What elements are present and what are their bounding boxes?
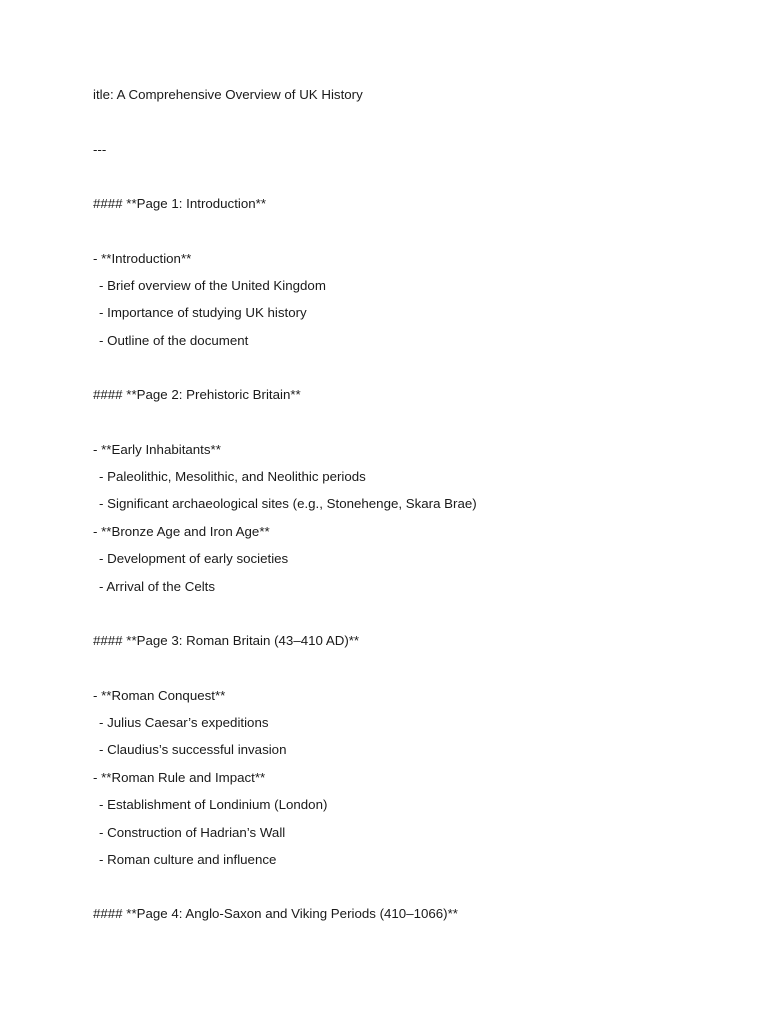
list-item: - Outline of the document — [99, 332, 249, 348]
list-item: - Importance of studying UK history — [99, 305, 307, 321]
separator: --- — [93, 141, 107, 157]
section-heading-page-4: #### **Page 4: Anglo-Saxon and Viking Periods (410–1066)** — [93, 906, 458, 922]
list-item: - **Early Inhabitants** — [93, 441, 221, 457]
list-item: - Arrival of the Celts — [99, 578, 216, 594]
section-heading-page-2: #### **Page 2: Prehistoric Britain** — [93, 387, 301, 403]
list-item: - Paleolithic, Mesolithic, and Neolithic periods — [99, 469, 366, 485]
list-item: - Roman culture and influence — [99, 851, 277, 867]
section-heading-page-3: #### **Page 3: Roman Britain (43–410 AD)** — [93, 633, 360, 649]
list-item: - Julius Caesar’s expeditions — [99, 715, 269, 731]
list-item: - **Introduction** — [93, 250, 192, 266]
list-item: - **Roman Rule and Impact** — [93, 769, 266, 785]
document-title: itle: A Comprehensive Overview of UK History — [93, 87, 363, 102]
section-heading-page-1: #### **Page 1: Introduction** — [93, 196, 266, 211]
list-item: - Significant archaeological sites (e.g., Stonehenge, Skara Brae) — [99, 496, 477, 512]
list-item: - Brief overview of the United Kingdom — [99, 277, 326, 293]
list-item: - **Roman Conquest** — [93, 687, 226, 703]
list-item: - Establishment of Londinium (London) — [99, 797, 328, 813]
document-page — [93, 86, 713, 923]
list-item: - Construction of Hadrian’s Wall — [99, 824, 286, 840]
list-item: - **Bronze Age and Iron Age** — [93, 523, 270, 539]
list-item: - Development of early societies — [99, 551, 289, 567]
list-item: - Claudius’s successful invasion — [99, 742, 287, 758]
